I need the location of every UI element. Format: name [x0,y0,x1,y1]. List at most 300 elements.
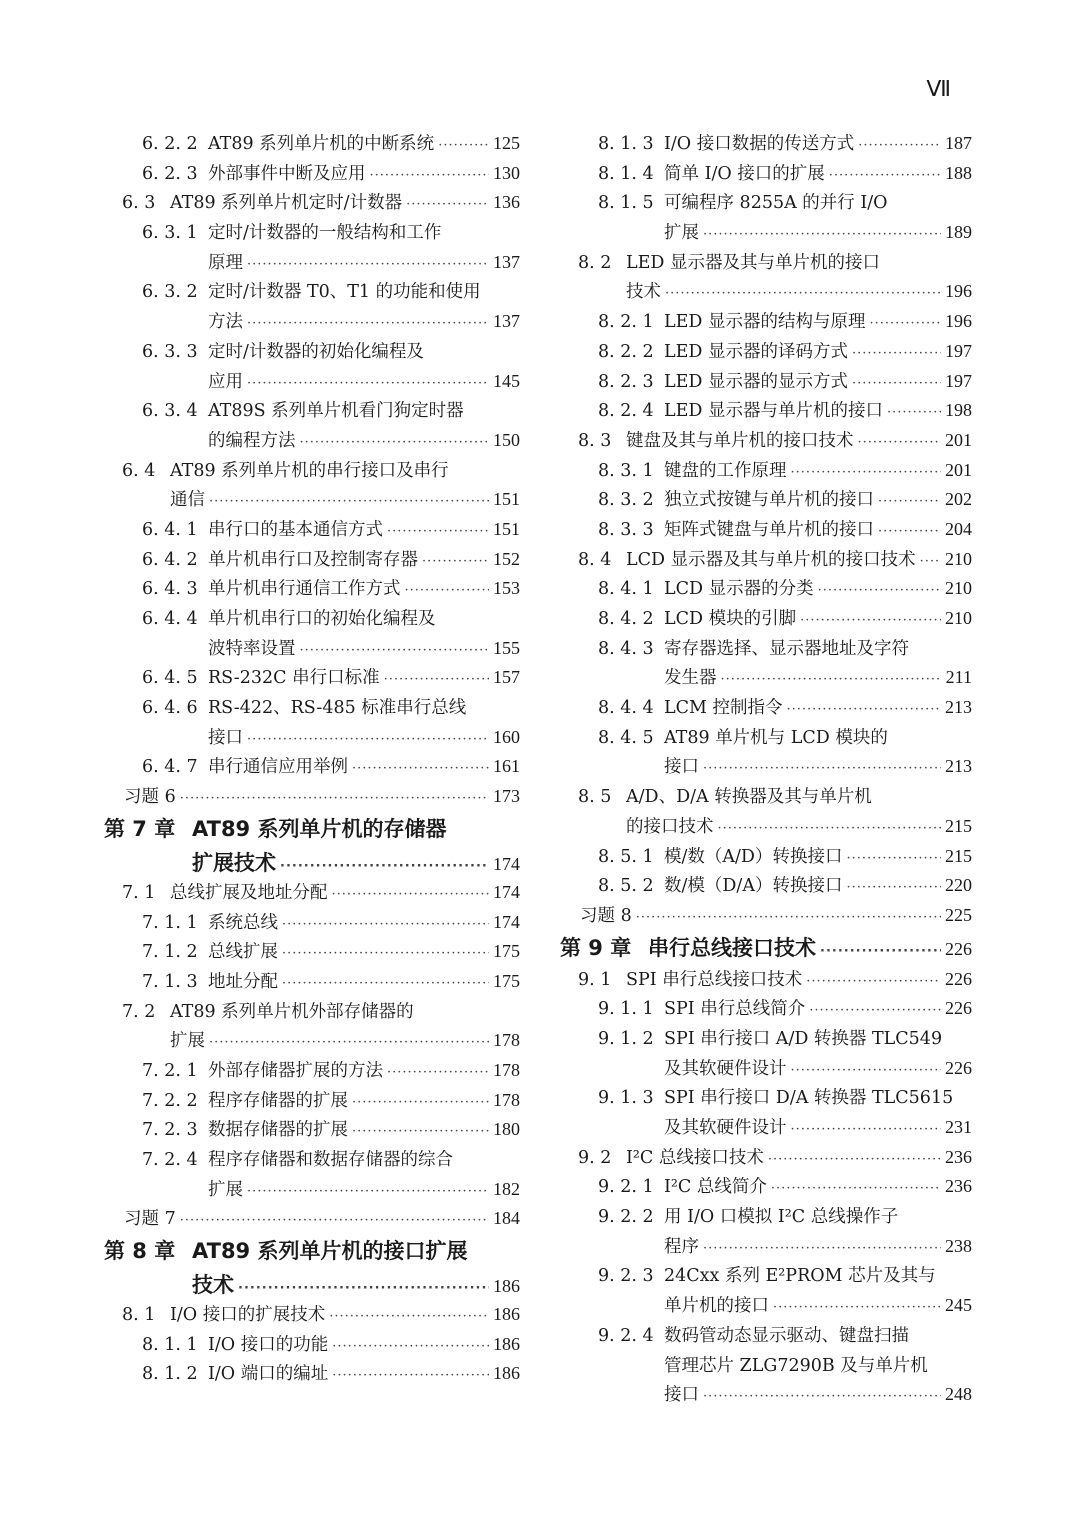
toc-entry [560,160,972,190]
toc-entry-title: AT89 系列单片机的接口扩展 [192,1239,468,1264]
toc-entry-page: 248 [945,1384,972,1405]
toc-entry-page: 245 [945,1295,972,1316]
dot-leader [771,1181,941,1196]
toc-entry-number: 9. 2. 3 [598,1266,654,1287]
dot-leader [773,1300,941,1315]
dot-leader [247,1184,489,1199]
toc-entry [560,308,972,338]
toc-entry-number: 9. 1 [578,969,612,990]
toc-entry-number: 8. 1. 1 [142,1334,198,1355]
dot-leader [384,672,489,687]
toc-entry [560,189,972,219]
toc-entry-number: 9. 1. 1 [598,999,654,1020]
toc-entry [560,1203,972,1233]
toc-entry-page: 173 [493,786,520,807]
toc-entry-number: 6. 4. 2 [142,549,198,570]
toc-entry [104,1360,520,1390]
toc-entry-page: 226 [945,998,972,1019]
toc-entry [104,753,520,783]
toc-entry-title: 接口 [664,1385,699,1406]
toc-chapter-entry [560,932,972,966]
toc-entry-title: 单片机串行口及控制寄存器 [208,549,418,570]
toc-entry-number: 8. 4. 3 [598,638,654,659]
dot-leader [665,286,941,301]
toc-entry-page: 201 [945,429,972,450]
toc-entry-number: 6. 4. 5 [142,668,198,689]
dot-leader [238,1281,489,1296]
dot-leader [858,435,942,450]
toc-entry-title: 习题 8 [580,905,632,926]
toc-entry-page: 186 [493,1304,520,1325]
toc-entry-page: 210 [945,578,972,599]
toc-entry-title: I/O 接口的扩展技术 [170,1305,326,1326]
toc-entry [560,1144,972,1174]
toc-entry-number: 8. 2. 4 [598,401,654,422]
toc-entry-page: 125 [493,133,520,153]
dot-leader [791,1063,942,1078]
toc-entry-number: 7. 2. 1 [142,1060,198,1081]
toc-entry-title: 扩展 [170,1031,205,1052]
toc-right-column [560,130,972,1411]
toc-entry-number: 8. 2 [578,252,612,273]
toc-chapter-entry [104,813,520,847]
toc-entry-title: I²C 总线接口技术 [626,1147,764,1168]
toc-entry-number: 8. 1. 5 [598,193,654,214]
dot-leader [852,376,941,391]
toc-entry-number: 7. 1 [122,882,156,903]
toc-entry-page: 151 [493,489,520,510]
toc-chapter-entry [104,1235,520,1269]
dot-leader [703,227,941,242]
toc-entry-title: 独立式按键与单片机的接口 [664,490,874,511]
dot-leader [870,316,942,331]
toc-entry-title: 通信 [170,490,205,511]
toc-entry-number: 6. 4. 4 [142,609,198,629]
toc-entry-number: 8. 1. 2 [142,1364,198,1385]
toc-entry-page: 188 [945,162,972,183]
dot-leader [332,1368,489,1383]
toc-entry-page: 196 [945,281,972,302]
toc-entry [560,1084,972,1114]
toc-entry-number: 8. 2. 1 [598,312,654,333]
toc-entry-title: 习题 6 [124,787,176,808]
toc-entry-title: 单片机串行通信工作方式 [208,579,401,600]
toc-entry-page: 182 [493,1178,520,1199]
dot-leader [703,761,941,776]
toc-entry-page: 198 [945,400,972,421]
toc-entry [104,338,520,368]
toc-entry [104,397,520,427]
toc-entry-page: 210 [945,548,972,569]
toc-entry-number: 7. 2. 2 [142,1090,198,1111]
toc-entry-page: 204 [945,518,972,539]
toc-entry-page: 226 [945,938,972,959]
dot-leader [806,974,941,989]
toc-entry-title: 总线扩展及地址分配 [170,882,328,903]
toc-entry-page: 137 [493,311,520,332]
toc-entry [104,938,520,968]
toc-entry-number: 9. 2. 2 [598,1207,654,1228]
toc-entry [560,605,972,635]
toc-entry [560,427,972,457]
toc-entry-title: A/D、D/A 转换器及其与单片机 [626,787,872,808]
toc-entry [560,219,972,249]
toc-entry-title: 系统总线 [208,912,278,933]
toc-entry [560,397,972,427]
toc-entry-title: RS-422、RS-485 标准串行总线 [208,698,467,719]
toc-entry [104,1087,520,1117]
toc-entry-page: 189 [945,222,972,243]
toc-entry [560,966,972,996]
toc-entry-title: AT89 系列单片机的存储器 [192,816,447,841]
toc-entry-page: 215 [945,815,972,836]
toc-entry-number: 9. 2. 1 [598,1177,654,1198]
toc-entry-number: 8. 3 [578,430,612,451]
toc-entry [560,1025,972,1055]
toc-entry-title: 单片机的接口 [664,1296,769,1317]
page-number: Ⅶ [926,76,952,101]
toc-exercise-entry [560,902,972,932]
toc-entry [104,486,520,516]
toc-entry [104,278,520,308]
toc-entry-title: 应用 [208,371,243,392]
toc-entry [104,457,520,487]
toc-entry [560,753,972,783]
toc-entry [560,843,972,873]
toc-entry-title: 定时/计数器的一般结构和工作 [208,223,442,244]
toc-entry-number: 第 9 章 [560,935,632,960]
toc-entry-title: LED 显示器及其与单片机的接口 [626,252,880,273]
toc-entry-title: 及其软硬件设计 [664,1058,787,1079]
toc-entry-title: 管理芯片 ZLG7290B 及与单片机 [664,1355,928,1376]
toc-entry-page: 137 [493,251,520,272]
toc-entry [560,664,972,694]
dot-leader [405,583,490,598]
dot-leader [878,524,941,539]
toc-entry-number: 6. 3. 3 [142,341,198,362]
toc-entry [104,308,520,338]
toc-entry [560,1322,972,1352]
dot-leader [422,554,489,569]
toc-entry-number: 8. 3. 2 [598,490,654,511]
toc-entry-title: LED 显示器的结构与原理 [664,312,866,333]
dot-leader [800,613,941,628]
toc-entry [560,813,972,843]
toc-entry-number: 8. 1. 3 [598,134,654,154]
dot-leader [818,583,941,598]
toc-exercise-entry [104,1205,520,1235]
toc-entry-page: 152 [493,548,520,569]
toc-entry [104,879,520,909]
toc-entry [560,1292,972,1322]
toc-entry-title: 寄存器选择、显示器地址及字符 [664,638,909,659]
toc-entry-page: 136 [493,192,520,213]
toc-entry-page: 215 [945,845,972,866]
toc-entry [560,1233,972,1263]
toc-entry-number: 6. 3. 2 [142,282,198,303]
toc-entry-page: 174 [493,853,520,874]
toc-entry-page: 213 [945,697,972,718]
toc-entry-title: AT89 系列单片机的中断系统 [208,134,435,154]
toc-entry-title: SPI 串行总线接口技术 [626,969,803,990]
toc-entry-title: 简单 I/O 接口的扩展 [664,163,825,184]
toc-entry-title: 外部事件中断及应用 [208,163,366,184]
dot-leader [180,791,489,806]
toc-entry-number: 8. 4. 2 [598,609,654,629]
toc-entry-title: 地址分配 [208,971,278,992]
toc-entry-title: 接口 [664,757,699,778]
toc-entry-title: 键盘及其与单片机的接口技术 [626,430,854,451]
toc-entry-title: 键盘的工作原理 [664,460,787,481]
toc-entry [104,724,520,754]
toc-entry [104,516,520,546]
toc-entry-title: SPI 串行接口 A/D 转换器 TLC549 [664,1028,943,1049]
toc-entry-number: 7. 1. 1 [142,912,198,933]
toc-entry [104,1027,520,1057]
toc-entry-title: 技术 [626,282,661,303]
toc-entry-title: I/O 接口数据的传送方式 [664,134,855,154]
dot-leader [282,976,489,991]
toc-entry [560,1173,972,1203]
toc-entry-page: 174 [493,881,520,902]
toc-entry [104,130,520,160]
toc-entry-title: SPI 串行总线简介 [664,999,806,1020]
toc-entry-number: 7. 1. 2 [142,942,198,963]
toc-entry-number: 6. 4. 1 [142,519,198,540]
toc-entry-number: 8. 4. 4 [598,698,654,719]
toc-entry-title: 定时/计数器的初始化编程及 [208,341,424,362]
dot-leader [703,1241,941,1256]
toc-entry [104,219,520,249]
toc-entry-number: 6. 2. 2 [142,134,198,154]
toc-entry-title: I/O 接口的功能 [208,1334,329,1355]
toc-entry-number: 6. 4. 3 [142,579,198,600]
toc-entry-title: LED 显示器的译码方式 [664,341,848,362]
dot-leader [703,1389,941,1404]
toc-entry-title: 程序存储器的扩展 [208,1090,348,1111]
toc-entry-title: 串行口的基本通信方式 [208,519,383,540]
toc-entry [560,694,972,724]
toc-entry-title: 模/数（A/D）转换接口 [664,846,843,867]
toc-entry-number: 8. 5. 1 [598,846,654,867]
toc-entry-page: 225 [945,904,972,925]
toc-entry [104,575,520,605]
toc-entry-title: AT89 单片机与 LCD 模块的 [664,727,888,748]
toc-entry-page: 202 [945,489,972,510]
dot-leader [718,821,942,836]
toc-entry [560,995,972,1025]
dot-leader [636,910,941,925]
toc-entry-page: 197 [945,340,972,361]
dot-leader [247,376,489,391]
toc-entry-number: 8. 2. 2 [598,341,654,362]
toc-entry [560,130,972,160]
toc-entry-page: 153 [493,578,520,599]
toc-entry-title: 可编程序 8255A 的并行 I/O [664,193,888,214]
toc-entry [104,635,520,665]
dot-leader [858,138,941,153]
toc-entry-number: 7. 2. 4 [142,1150,198,1170]
toc-entry-number: 9. 1. 2 [598,1028,654,1049]
dot-leader [180,1213,489,1228]
dot-leader [846,851,941,866]
toc-entry-page: 186 [493,1276,520,1297]
toc-entry-title: LCD 显示器的分类 [664,579,814,600]
toc-entry-title: AT89 系列单片机外部存储器的 [170,1001,414,1022]
dot-leader [247,257,489,272]
dot-leader [787,702,942,717]
toc-entry [104,605,520,635]
dot-leader [406,197,489,212]
toc-entry-page: 211 [945,667,972,688]
toc-left-column [104,130,520,1390]
toc-entry [560,486,972,516]
dot-leader [352,1095,489,1110]
toc-entry [560,516,972,546]
toc-entry-page: 186 [493,1333,520,1354]
dot-leader [352,761,489,776]
dot-leader [791,465,942,480]
toc-entry-number: 6. 4. 7 [142,757,198,778]
dot-leader [352,1124,489,1139]
toc-entry-number: 8. 3. 1 [598,460,654,481]
toc-entry-title: 扩展 [208,1179,243,1200]
toc-entry-number: 8. 2. 3 [598,371,654,392]
toc-entry [104,249,520,279]
toc-entry-page: 201 [945,459,972,480]
dot-leader [878,494,941,509]
toc-entry-number: 7. 2 [122,1001,156,1022]
dot-leader [370,168,490,183]
toc-entry-page: 186 [493,1363,520,1384]
toc-entry-title: 技术 [192,1273,234,1298]
toc-entry-number: 8. 4 [578,549,612,570]
dot-leader [300,643,490,658]
toc-entry [104,1301,520,1331]
toc-entry-title: 总线扩展 [208,942,278,963]
toc-entry [104,546,520,576]
dot-leader [280,859,489,874]
toc-entry [104,694,520,724]
toc-chapter-entry [104,847,520,879]
toc-entry [560,249,972,279]
toc-entry-title: LCM 控制指令 [664,698,783,719]
toc-entry-title: 的编程方法 [208,430,296,451]
toc-entry-title: 定时/计数器 T0、T1 的功能和使用 [208,282,481,303]
toc-entry [560,1381,972,1411]
toc-entry-number: 第 8 章 [104,1239,176,1264]
toc-entry-number: 8. 5. 2 [598,876,654,897]
toc-entry-title: AT89 系列单片机的串行接口及串行 [170,460,449,481]
dot-leader [329,1309,489,1324]
dot-leader [387,524,489,539]
dot-leader [282,946,489,961]
toc-entry-title: 扩展技术 [192,850,276,875]
toc-entry-title: 习题 7 [124,1209,176,1230]
toc-entry-title: 用 I/O 口模拟 I²C 总线操作子 [664,1207,899,1228]
toc-entry-title: LCD 显示器及其与单片机的接口技术 [626,549,916,570]
dot-leader [209,494,489,509]
toc-entry-title: 串行总线接口技术 [648,935,816,960]
toc-entry [560,368,972,398]
toc-entry-page: 197 [945,370,972,391]
toc-entry-page: 236 [945,1146,972,1167]
toc-entry-title: 数/模（D/A）转换接口 [664,876,843,897]
toc-entry-page: 236 [945,1176,972,1197]
toc-entry-title: 单片机串行口的初始化编程及 [208,609,436,629]
toc-entry-title: 程序存储器和数据存储器的综合 [208,1150,453,1170]
toc-entry [104,998,520,1028]
toc-entry-page: 174 [493,911,520,932]
toc-entry [104,1116,520,1146]
toc-entry [104,189,520,219]
toc-entry-number: 8. 4. 1 [598,579,654,600]
toc-entry [104,368,520,398]
toc-entry-page: 175 [493,970,520,991]
toc-entry-number: 第 7 章 [104,816,176,841]
toc-entry-title: 扩展 [664,223,699,244]
toc-entry-page: 196 [945,311,972,332]
toc-entry-page: 184 [493,1208,520,1229]
toc-entry-page: 145 [493,370,520,391]
dot-leader [247,316,489,331]
dot-leader [387,1065,489,1080]
toc-entry-page: 155 [493,637,520,658]
toc-entry-number: 6. 3. 1 [142,223,198,244]
toc-entry-title: 数码管动态显示驱动、键盘扫描 [664,1325,909,1346]
toc-entry-title: 矩阵式键盘与单片机的接口 [664,519,874,540]
toc-entry-page: 157 [493,667,520,688]
toc-entry-title: LED 显示器的显示方式 [664,371,848,392]
toc-entry-title: 的接口技术 [626,816,714,837]
toc-entry-number: 9. 2. 4 [598,1325,654,1346]
toc-entry [560,278,972,308]
toc-entry-number: 6. 3 [122,193,156,214]
toc-entry-title: 接口 [208,727,243,748]
toc-entry-page: 175 [493,941,520,962]
toc-entry-title: LED 显示器与单片机的接口 [664,401,883,422]
toc-entry [104,1146,520,1176]
toc-chapter-entry [104,1269,520,1301]
toc-entry-title: 外部存储器扩展的方法 [208,1060,383,1081]
toc-entry-title: 波特率设置 [208,638,296,659]
dot-leader [247,732,489,747]
dot-leader [438,138,489,153]
toc-entry [560,872,972,902]
toc-entry-page: 150 [493,429,520,450]
dot-leader [332,1339,489,1354]
toc-entry [104,1331,520,1361]
toc-entry-title: LCD 模块的引脚 [664,609,797,629]
toc-entry [560,1352,972,1382]
dot-leader [846,880,941,895]
dot-leader [820,944,941,959]
toc-entry [560,724,972,754]
dot-leader [791,1122,942,1137]
toc-entry-number: 7. 1. 3 [142,971,198,992]
toc-entry-number: 6. 4. 6 [142,698,198,719]
dot-leader [829,168,941,183]
dot-leader [887,405,941,420]
toc-entry-title: SPI 串行接口 D/A 转换器 TLC5615 [664,1088,954,1109]
toc-entry-number: 8. 1. 4 [598,163,654,184]
dot-leader [209,1035,489,1050]
toc-entry-page: 180 [493,1119,520,1140]
toc-entry-number: 9. 2 [578,1147,612,1168]
toc-entry [560,457,972,487]
toc-entry-page: 160 [493,726,520,747]
dot-leader [300,435,490,450]
